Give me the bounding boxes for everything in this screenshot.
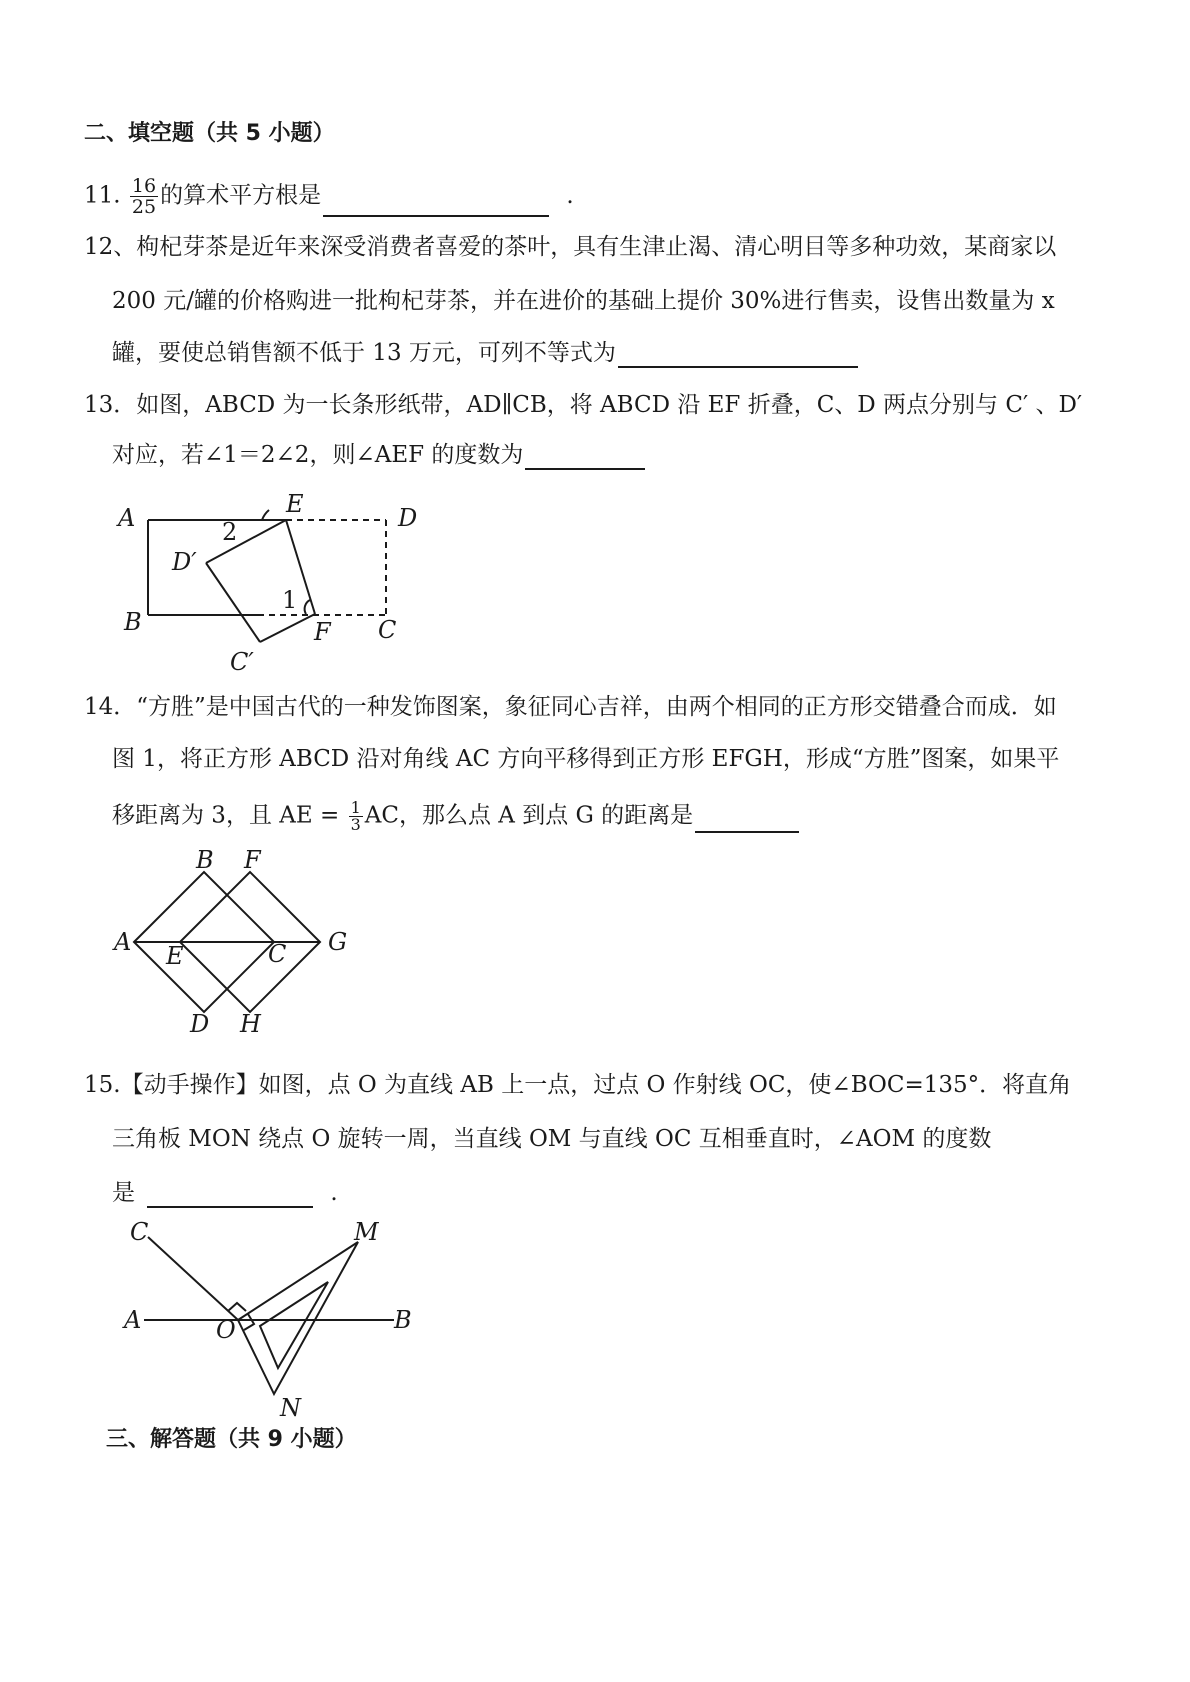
q13-label-d-prime: D′ — [172, 548, 197, 576]
q13-label-c: C — [378, 616, 397, 644]
q15-label-m: M — [354, 1218, 379, 1246]
q14-label-c: C — [268, 940, 287, 968]
q15-line-1: 15.【动手操作】如图，点 O 为直线 AB 上一点，过点 O 作射线 OC，使∠BOC=135°．将直角 — [84, 1072, 1072, 1098]
q14-answer-blank[interactable] — [695, 807, 799, 833]
q11-fraction — [130, 176, 158, 217]
q13-answer-blank[interactable] — [525, 444, 645, 470]
q13-label-angle-1: 1 — [282, 586, 298, 614]
q12-line-2: 200 元/罐的价格购进一批枸杞芽茶，并在进价的基础上提价 30%进行售卖，设售出数量为 x — [112, 288, 1055, 314]
q15-figure — [110, 1210, 430, 1420]
q12-line-1: 12、枸杞芽茶是近年来深受消费者喜爱的茶叶，具有生津止渴、清心明目等多种功效，某商家以 — [84, 234, 1057, 260]
q14-line-3-b: AC，那么点 A 到点 G 的距离是 — [364, 802, 694, 829]
q13-edge-ed-prime — [206, 520, 286, 563]
q15-line-3 — [112, 1178, 338, 1208]
q13-angle-1-arc — [305, 600, 310, 614]
q13-label-d: D — [398, 504, 418, 532]
q15-line-2: 三角板 MON 绕点 O 旋转一周，当直线 OM 与直线 OC 互相垂直时，∠AOM 的度数 — [112, 1126, 992, 1152]
q13-line-1: 13．如图，ABCD 为一长条形纸带，AD∥CB，将 ABCD 沿 EF 折叠，C、D 两点分别与 C′ 、D′ — [84, 392, 1083, 418]
q14-line-2: 图 1，将正方形 ABCD 沿对角线 AC 方向平移得到正方形 EFGH，形成“方胜”图案，如果平 — [112, 746, 1060, 772]
q11-frac-num: 16 — [131, 175, 157, 197]
q15-end: . — [330, 1180, 338, 1206]
q14-line-1: 14．“方胜”是中国古代的一种发饰图案，象征同心吉祥，由两个相同的正方形交错叠合而成．如 — [84, 694, 1057, 720]
section-2-title: 二、填空题（共 5 小题） — [84, 121, 335, 146]
q14-label-d: D — [190, 1010, 210, 1038]
q15-label-o: O — [216, 1316, 236, 1344]
q15-label-a: A — [124, 1306, 142, 1334]
q14-figure — [110, 848, 370, 1038]
q11-frac-den: 25 — [131, 196, 157, 218]
q15-label-c: C — [130, 1218, 149, 1246]
q15-label-n: N — [280, 1394, 301, 1420]
q15-right-angle-mark-oc — [228, 1303, 246, 1311]
q12-line-3 — [112, 338, 858, 368]
section-3-title: 三、解答题（共 9 小题） — [106, 1427, 357, 1452]
q15-line-3-text: 是 — [112, 1180, 135, 1206]
q14-fraction — [349, 800, 363, 833]
q14-label-g: G — [328, 928, 348, 956]
q13-line-2 — [112, 440, 645, 470]
q13-label-a: A — [118, 504, 136, 532]
q14-line-3 — [112, 800, 799, 833]
q14-line-3-a: 移距离为 3，且 AE = — [112, 802, 347, 829]
q11-answer-blank[interactable] — [323, 191, 549, 217]
q11-text: 的算术平方根是 — [160, 182, 322, 209]
q14-frac-num: 1 — [350, 798, 361, 817]
question-11 — [84, 176, 574, 217]
q14-label-f: F — [244, 848, 261, 874]
q12-answer-blank[interactable] — [618, 342, 858, 368]
q13-angle-2-arc — [262, 510, 269, 520]
q15-triangle-inner — [260, 1282, 328, 1368]
q13-line-2-text: 对应，若∠1＝2∠2，则∠AEF 的度数为 — [112, 442, 524, 468]
q13-label-e: E — [286, 490, 304, 518]
q13-label-f: F — [314, 618, 331, 646]
q14-label-a: A — [114, 928, 132, 956]
q15-label-b: B — [394, 1306, 412, 1334]
q15-right-angle-mark-triangle — [244, 1314, 254, 1330]
q11-end: . — [566, 182, 574, 209]
q13-label-b: B — [124, 608, 142, 636]
q13-label-angle-2: 2 — [222, 518, 238, 546]
q12-line-3-text: 罐，要使总销售额不低于 13 万元，可列不等式为 — [112, 340, 616, 366]
q15-ray-oc — [148, 1237, 238, 1320]
q14-label-e: E — [166, 942, 184, 970]
q15-answer-blank[interactable] — [147, 1182, 313, 1208]
q13-edge-dprime-cprime — [206, 563, 260, 642]
q13-label-c-prime: C′ — [230, 648, 254, 676]
q14-label-h: H — [240, 1010, 261, 1038]
q15-triangle-outer — [238, 1242, 358, 1394]
q13-edge-cprime-f — [260, 614, 315, 642]
q14-frac-den: 3 — [350, 815, 361, 834]
q13-figure — [110, 490, 440, 690]
q14-label-b: B — [196, 848, 214, 874]
q11-number: 11. — [84, 182, 121, 209]
